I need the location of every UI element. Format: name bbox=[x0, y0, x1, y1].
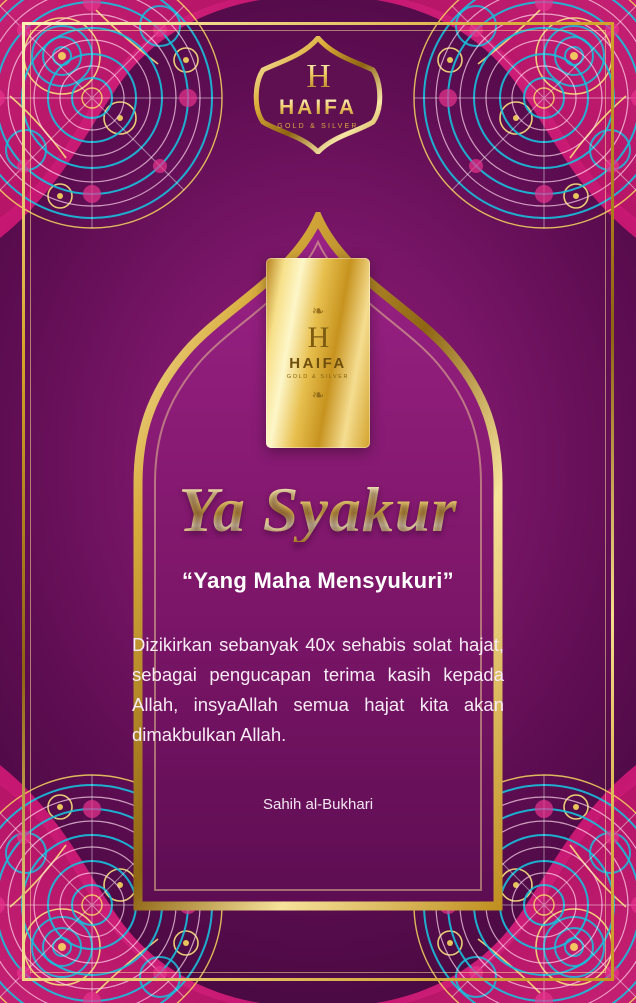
gold-bar-tagline: GOLD & SILVER bbox=[286, 373, 350, 380]
brand-medallion bbox=[249, 36, 387, 154]
gold-bar-monogram: H bbox=[307, 320, 329, 354]
mandala-ornament-top-right bbox=[394, 0, 636, 248]
poster-source-citation: Sahih al-Bukhari bbox=[262, 795, 374, 813]
gold-bar-graphic bbox=[266, 258, 370, 448]
brand-tagline: GOLD & SILVER bbox=[277, 123, 359, 130]
poster-subtitle: “Yang Maha Mensyukuri” bbox=[182, 568, 454, 593]
gold-bar-brand-name: HAIFA bbox=[289, 354, 347, 372]
gold-bar-ornament-top: ❧ bbox=[311, 302, 325, 320]
poster-title: Ya Syakur bbox=[116, 478, 520, 542]
poster-content bbox=[116, 258, 520, 813]
brand-name: HAIFA bbox=[279, 96, 357, 119]
mandala-ornament-top-left bbox=[0, 0, 242, 248]
brand-monogram: H bbox=[306, 58, 330, 95]
poster-body-text: Dizikirkan sebanyak 40x sehabis solat hajat, sebagai pengucapan terima kasih kepada Allah, insyaAllah semua hajat kita akan dimakbulkan Allah. bbox=[132, 634, 504, 745]
gold-bar-ornament-bottom: ❧ bbox=[311, 386, 325, 404]
